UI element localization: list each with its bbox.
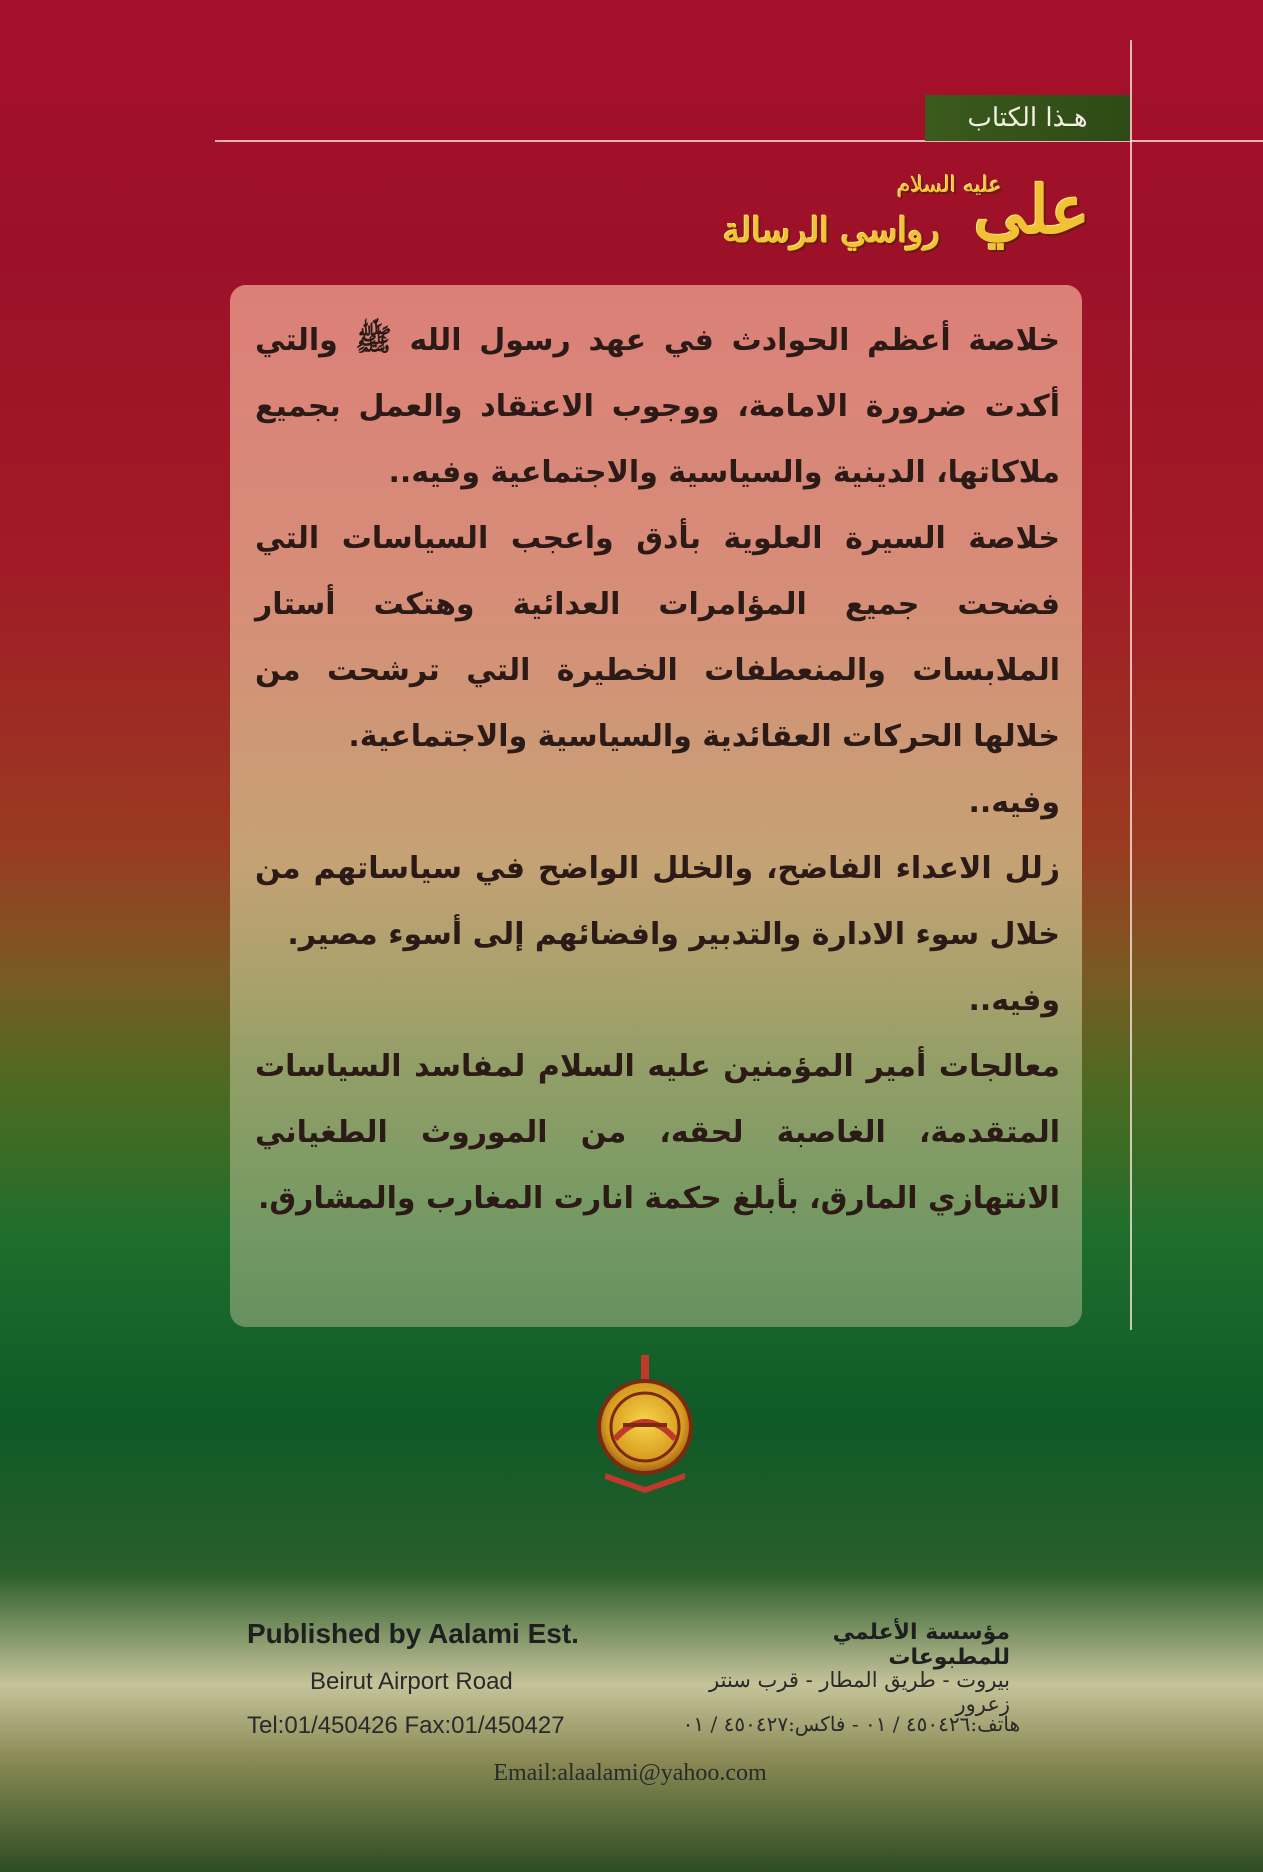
side-rule bbox=[1130, 40, 1132, 1330]
title-blessing: عليه السلام bbox=[896, 173, 1002, 198]
blurb-line: وفيه.. bbox=[968, 983, 1060, 1018]
blurb-text bbox=[255, 308, 1060, 1232]
blurb-line: أكدت ضرورة الامامة، ووجوب الاعتقاد والعمل بجميع bbox=[255, 389, 1060, 424]
publisher-name-en: Published by Aalami Est. bbox=[247, 1618, 579, 1649]
publisher-contact-ar: هاتف:٤٥٠٤٢٦ / ٠١ - فاكس:٤٥٠٤٢٧ / ٠١ bbox=[682, 1712, 1020, 1736]
title-subtitle: رواسي الرسالة bbox=[723, 211, 940, 251]
blurb-line: خلاصة السيرة العلوية بأدق واعجب السياسات التي bbox=[255, 521, 1060, 556]
title-name: علي bbox=[973, 171, 1090, 249]
blurb-line: ملاكاتها، الدينية والسياسية والاجتماعية وفيه.. bbox=[388, 455, 1060, 490]
blurb-line: معالجات أمير المؤمنين عليه السلام لمفاسد السياسات bbox=[255, 1049, 1060, 1084]
publisher-name-ar: مؤسسة الأعلمي للمطبوعات bbox=[832, 1620, 1010, 1670]
blurb-line: المتقدمة، الغاصبة لحقه، من الموروث الطغياني bbox=[255, 1115, 1060, 1150]
publisher-contact-en: Tel:01/450426 Fax:01/450427 bbox=[247, 1712, 565, 1739]
publisher-email: Email:alaalami@yahoo.com bbox=[493, 1760, 767, 1786]
publisher-address-en: Beirut Airport Road bbox=[310, 1668, 513, 1695]
header-label: هـذا الكتاب bbox=[925, 95, 1130, 141]
publisher-address-ar: بيروت - طريق المطار - قرب سنتر زعرور bbox=[709, 1668, 1010, 1716]
title-calligraphy bbox=[700, 165, 1090, 270]
blurb-line: خلالها الحركات العقائدية والسياسية والاجتماعية. bbox=[348, 719, 1060, 754]
aalami-logo-icon bbox=[575, 1355, 715, 1505]
blurb-line: الانتهازي المارق، بأبلغ حكمة انارت المغارب والمشارق. bbox=[257, 1181, 1060, 1216]
blurb-line: خلاصة أعظم الحوادث في عهد رسول الله ﷺ والتي bbox=[255, 323, 1060, 358]
blurb-line: وفيه.. bbox=[968, 785, 1060, 820]
blurb-line: فضحت جميع المؤامرات العدائية وهتكت أستار bbox=[255, 587, 1060, 622]
blurb-line: خلال سوء الادارة والتدبير وافضائهم إلى أسوء مصير. bbox=[287, 917, 1060, 952]
blurb-line: الملابسات والمنعطفات الخطيرة التي ترشحت من bbox=[255, 653, 1060, 688]
blurb-line: زلل الاعداء الفاضح، والخلل الواضح في سياساتهم من bbox=[255, 851, 1060, 886]
